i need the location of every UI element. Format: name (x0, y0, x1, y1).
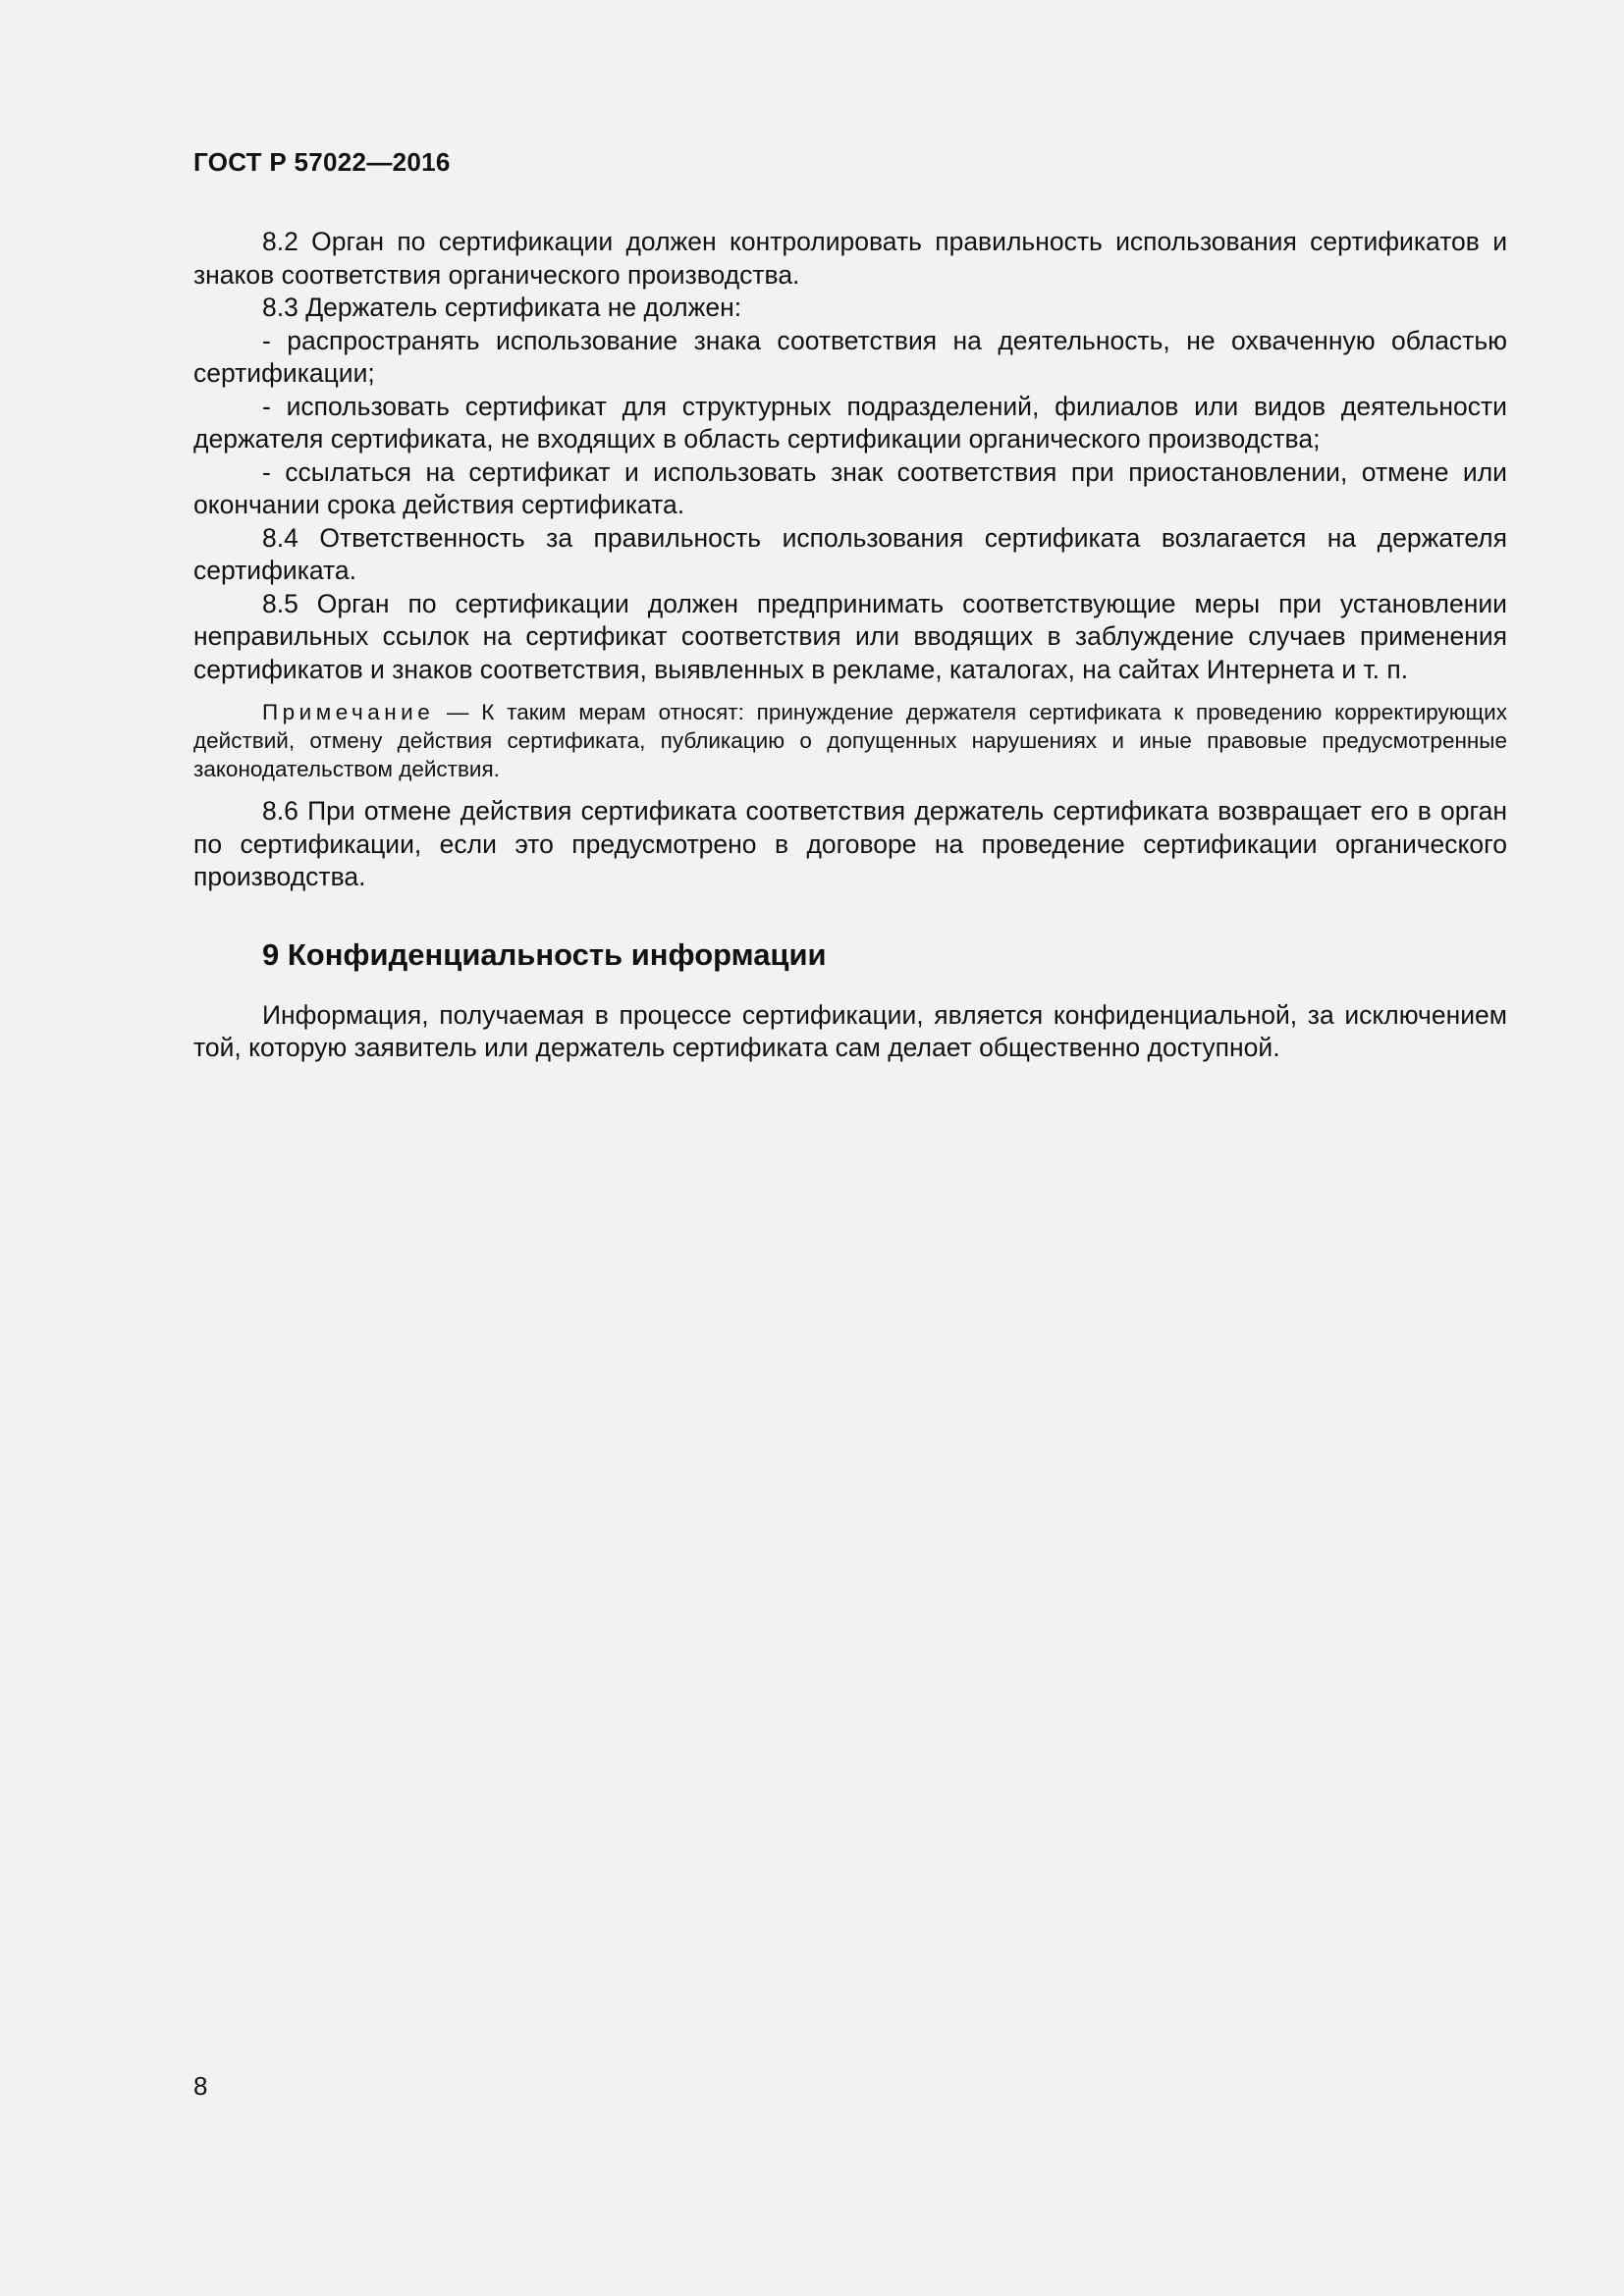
note-text: К таким мерам относят: принуждение держателя сертификата к проведению корректирующих действий, отмену действия сертификата, публикацию о допущенных нарушениях и иные правовые предусмотренные законодательством действия. (193, 700, 1507, 781)
section-9-title: 9 Конфиденциальность информации (262, 936, 827, 972)
list-item-8-3-c: - ссылаться на сертификат и использовать знак соответствия при приостановлении, отмене или окончании срока действия сертификата. (193, 456, 1507, 519)
paragraph-8-3: 8.3 Держатель сертификата не должен: (262, 293, 742, 322)
standard-header: ГОСТ Р 57022—2016 (193, 147, 451, 177)
section-9-text: Информация, получаемая в процессе сертификации, является конфиденциальной, за исключением той, которую заявитель или держатель сертификата сам делает общественно доступной. (193, 999, 1507, 1062)
list-item-8-3-a: - распространять использование знака соответствия на деятельность, не охваченную областью сертификации; (193, 325, 1507, 388)
page-content (193, 226, 1507, 1065)
note-label: Примечание (262, 700, 435, 724)
paragraph-8-5: 8.5 Орган по сертификации должен предпринимать соответствующие меры при установлении неправильных ссылок на сертификат соответствия или вводящих в заблуждение случаев применения сертификатов и знаков соответствия, выявленных в рекламе, каталогах, на сайтах Интернета и т. п. (193, 588, 1507, 684)
note-dash: — (434, 700, 482, 724)
paragraph-8-6: 8.6 При отмене действия сертификата соответствия держатель сертификата возвращает его в орган по сертификации, если это предусмотрено в договоре на проведение сертификации органического производства. (193, 796, 1507, 891)
paragraph-8-4: 8.4 Ответственность за правильность использования сертификата возлагается на держателя сертификата. (193, 522, 1507, 585)
paragraph-8-2: 8.2 Орган по сертификации должен контролировать правильность использования сертификатов и знаков соответствия органического производства. (193, 227, 1507, 290)
list-item-8-3-b: - использовать сертификат для структурных подразделений, филиалов или видов деятельности держателя сертификата, не входящих в область сертификации органического производства; (193, 391, 1507, 454)
page-number: 8 (193, 2071, 208, 2101)
note (193, 698, 1507, 783)
